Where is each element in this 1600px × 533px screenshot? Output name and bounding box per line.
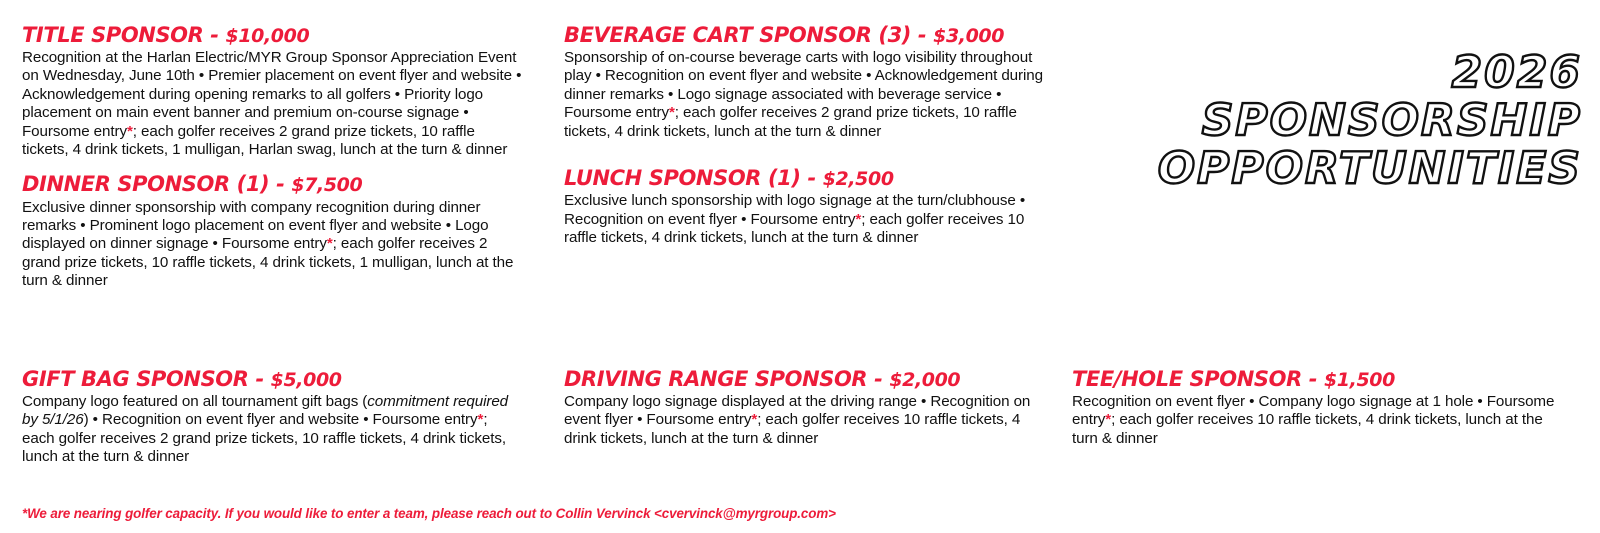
sponsor-block-dinner-sponsor	[22, 173, 522, 290]
sponsor-title-gift-bag-sponsor: GIFT BAG SPONSOR - $5,000	[22, 367, 342, 391]
sponsor-title-dinner-sponsor: DINNER SPONSOR (1) - $7,500	[22, 172, 363, 197]
sponsor-body-text: Sponsorship of on-course beverage carts with logo visibility throughout play • Recognition on event flyer and website • Acknowledgement during dinner remarks • Logo signage associated with beverage service • Foursome entry*; each golfer receives 2 grand prize tickets, 10 raffle tickets, 4 drink tickets, lunch at the turn & dinner	[564, 49, 1043, 140]
sponsor-block-lunch-sponsor	[564, 167, 1054, 247]
sponsor-body-text-italic: commitment required by 5/1/26	[22, 393, 509, 429]
sponsor-body-lunch-sponsor	[564, 192, 1054, 247]
column-bottom-left	[22, 368, 522, 481]
flyer-headline	[1062, 47, 1582, 195]
sponsor-title-title-sponsor: TITLE SPONSOR - $10,000	[22, 23, 310, 47]
sponsor-body-driving-range-sponsor	[564, 393, 1054, 448]
column-bottom-middle	[564, 368, 1054, 462]
sponsor-block-gift-bag-sponsor	[22, 368, 522, 467]
sponsor-block-tee-hole-sponsor	[1072, 368, 1572, 448]
sponsor-title-beverage-cart-sponsor: BEVERAGE CART SPONSOR (3) - $3,000	[564, 23, 1005, 47]
sponsor-body-beverage-cart-sponsor	[564, 49, 1054, 141]
sponsor-title-driving-range-sponsor: DRIVING RANGE SPONSOR - $2,000	[564, 367, 961, 391]
sponsor-body-text-pre: Company logo featured on all tournament gift bags (	[22, 393, 368, 411]
sponsor-body-tee-hole-sponsor	[1072, 393, 1572, 448]
sponsor-body-title-sponsor	[22, 49, 522, 159]
sponsor-body-text: Company logo signage displayed at the driving range • Recognition on event flyer • Foursome entry*; each golfer receives 10 raffle tickets, 4 drink tickets, lunch at the turn & dinner	[564, 393, 1031, 447]
sponsor-block-driving-range-sponsor	[564, 368, 1054, 448]
headline-line-opportunities: OPPORTUNITIES	[1157, 143, 1582, 195]
sponsor-body-text: Exclusive lunch sponsorship with logo signage at the turn/clubhouse • Recognition on event flyer • Foursome entry*; each golfer receives 10 raffle tickets, 4 drink tickets, lunch at the turn & dinner	[564, 192, 1026, 246]
footnote: *We are nearing golfer capacity. If you would like to enter a team, please reach out to Collin Vervinck <cvervinck@myrgroup.com>	[22, 506, 836, 521]
sponsor-title-lunch-sponsor: LUNCH SPONSOR (1) - $2,500	[564, 166, 894, 191]
sponsor-body-dinner-sponsor	[22, 199, 522, 291]
sponsor-block-title-sponsor	[22, 24, 522, 159]
sponsor-body-text: Recognition on event flyer • Company logo signage at 1 hole • Foursome entry*; each golfer receives 10 raffle tickets, 4 drink tickets, lunch at the turn & dinner	[1072, 393, 1555, 447]
headline-year: 2026	[1451, 47, 1582, 98]
sponsor-block-beverage-cart-sponsor	[564, 24, 1054, 141]
column-left	[22, 24, 522, 304]
column-bottom-right	[1072, 368, 1572, 462]
sponsor-title-tee-hole-sponsor: TEE/HOLE SPONSOR - $1,500	[1072, 367, 1395, 391]
sponsor-body-text: Recognition at the Harlan Electric/MYR Group Sponsor Appreciation Event on Wednesday, June 10th • Premier placement on event flyer and website • Acknowledgement during opening remarks to all golfers • Priority logo placement on main event banner and premium on-course signage • Foursome entry*; each golfer receives 2 grand prize tickets, 10 raffle tickets, 4 drink tickets, 1 mulligan, Harlan swag, lunch at the turn & dinner	[22, 49, 522, 159]
headline-line-sponsorship: SPONSORSHIP	[1201, 95, 1582, 147]
sponsor-body-text: Exclusive dinner sponsorship with company recognition during dinner remarks • Prominent logo placement on event flyer and website • Logo displayed on dinner signage • Foursome entry*; each golfer receives 2 grand prize tickets, 10 raffle tickets, 4 drink tickets, 1 mulligan, lunch at the turn & dinner	[22, 198, 514, 290]
sponsor-body-gift-bag-sponsor	[22, 393, 522, 467]
column-middle	[564, 24, 1054, 261]
sponsor-body-text-post: ) • Recognition on event flyer and website • Foursome entry*; each golfer receives 2 grand prize tickets, 10 raffle tickets, 4 drink tickets, lunch at the turn & dinner	[22, 411, 506, 466]
